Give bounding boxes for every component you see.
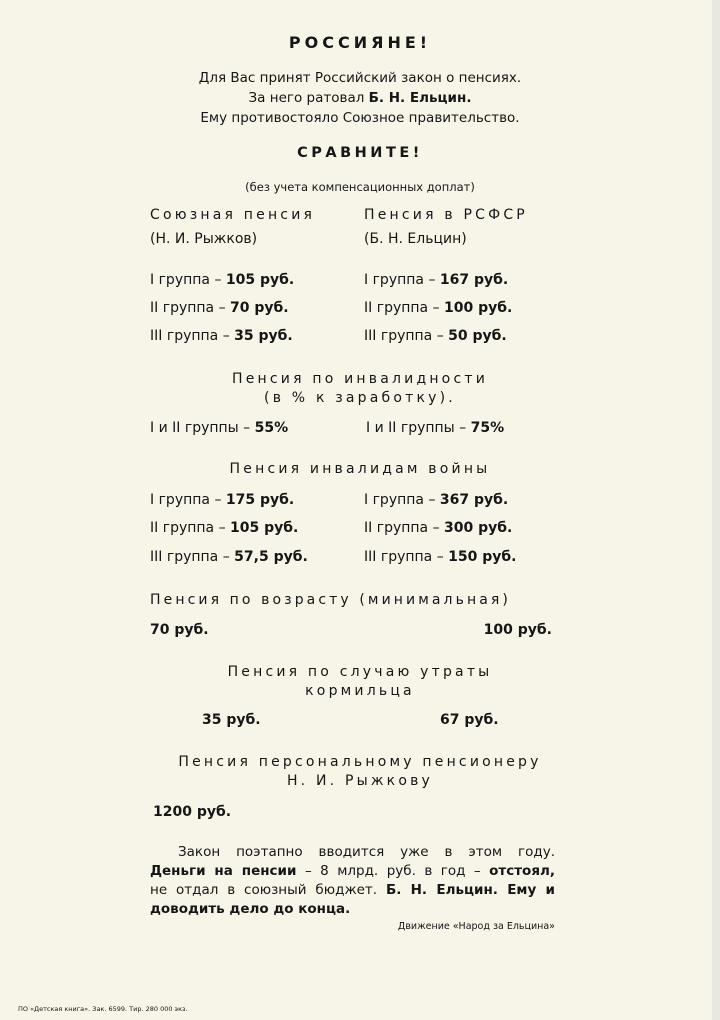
budget-phrase: не отдал в союзный бюджет. (150, 882, 386, 898)
war-union-group-1 (150, 492, 294, 508)
rsfsr-pension-author: (Б. Н. Ельцин) (364, 231, 467, 247)
disability-heading: Пенсия по инвалидности (231, 371, 488, 387)
amount-phrase: – 8 млрд. руб. в год – (296, 863, 490, 879)
war-rsfsr-group-1 (364, 492, 508, 508)
rsfsr-disability (366, 420, 504, 436)
signature: Движение «Народ за Ельцина» (397, 921, 555, 932)
yeltsin-name: Б. Н. Ельцин. (368, 90, 472, 106)
percent-value: 75% (470, 420, 505, 436)
group-label: III группа – (150, 328, 235, 344)
group-value: 100 руб. (444, 300, 513, 316)
group-value: 35 руб. (234, 328, 293, 344)
personal-pension-heading: Пенсия персональному пенсионеру (178, 754, 542, 770)
union-pension-author: (Н. И. Рыжков) (150, 231, 258, 247)
group-label: I и II группы – (150, 420, 255, 436)
group-value: 105 руб. (230, 520, 299, 536)
group-label: II группа – (150, 520, 231, 536)
defended-phrase: отстоял, (489, 863, 556, 879)
intro-text: За него ратовал (248, 90, 369, 106)
rsfsr-pension-heading: Пенсия в РСФСР (364, 207, 528, 223)
group-label: III группа – (150, 549, 235, 565)
group-label: II группа – (150, 300, 231, 316)
closing-line-3 (150, 881, 555, 900)
page-title: РОССИЯНЕ! (288, 33, 432, 52)
union-group-2 (150, 300, 289, 316)
rsfsr-survivor-pension: 67 руб. (440, 712, 499, 728)
group-label: I группа – (150, 492, 226, 508)
intro-line-3: Ему противостояло Союзное правительство. (200, 110, 520, 126)
closing-line-2 (150, 862, 555, 881)
group-value: 367 руб. (439, 492, 509, 508)
rsfsr-group-1 (364, 272, 508, 288)
group-value: 167 руб. (439, 272, 509, 288)
group-value: 57,5 руб. (234, 549, 308, 565)
group-value: 50 руб. (448, 328, 507, 344)
money-phrase: Деньги на пенсии (150, 863, 297, 879)
print-imprint: ПО «Детская книга». Зак. 6599. Тир. 280 000 экз. (18, 1005, 188, 1013)
personal-pension-value: 1200 руб. (153, 804, 232, 820)
group-label: II группа – (364, 300, 445, 316)
group-value: 175 руб. (225, 492, 295, 508)
war-rsfsr-group-3 (364, 549, 517, 565)
personal-pension-subheading: Н. И. Рыжкову (286, 773, 434, 789)
union-pension-heading: Союзная пенсия (150, 207, 316, 223)
compensation-note: (без учета компенсационных доплат) (245, 180, 475, 194)
group-label: I группа – (150, 272, 226, 288)
group-label: III группа – (364, 549, 449, 565)
closing-line-1: Закон поэтапно вводится уже в этом году. (178, 844, 555, 860)
yeltsin-phrase: Б. Н. Ельцин. Ему и (385, 882, 555, 898)
survivor-pension-heading: Пенсия по случаю утраты (227, 664, 493, 680)
union-group-3 (150, 328, 293, 344)
disability-subheading: (в % к заработку). (264, 390, 456, 406)
union-survivor-pension: 35 руб. (202, 712, 261, 728)
closing-paragraph (150, 843, 555, 919)
war-disabled-heading: Пенсия инвалидам войны (229, 461, 491, 477)
union-age-pension: 70 руб. (150, 622, 209, 638)
group-value: 300 руб. (444, 520, 513, 536)
group-label: I группа – (364, 492, 440, 508)
intro-line-1: Для Вас принят Российский закон о пенсиях. (198, 70, 522, 86)
group-label: I группа – (364, 272, 440, 288)
rsfsr-group-3 (364, 328, 507, 344)
union-group-1 (150, 272, 294, 288)
war-rsfsr-group-2 (364, 520, 512, 536)
compare-heading: СРАВНИТЕ! (297, 145, 423, 161)
group-label: II группа – (364, 520, 445, 536)
group-label: III группа – (364, 328, 449, 344)
war-union-group-2 (150, 520, 298, 536)
group-label: I и II группы – (366, 420, 471, 436)
age-pension-heading: Пенсия по возрасту (минимальная) (150, 592, 511, 608)
percent-value: 55% (254, 420, 289, 436)
rsfsr-age-pension: 100 руб. (483, 622, 552, 638)
survivor-pension-subheading: кормильца (305, 683, 415, 699)
war-union-group-3 (150, 549, 308, 565)
group-value: 150 руб. (448, 549, 517, 565)
closing-line-4: доводить дело до конца. (150, 901, 351, 917)
intro-line-2 (0, 88, 720, 108)
union-disability (150, 420, 288, 436)
rsfsr-group-2 (364, 300, 512, 316)
group-value: 70 руб. (230, 300, 289, 316)
group-value: 105 руб. (225, 272, 295, 288)
